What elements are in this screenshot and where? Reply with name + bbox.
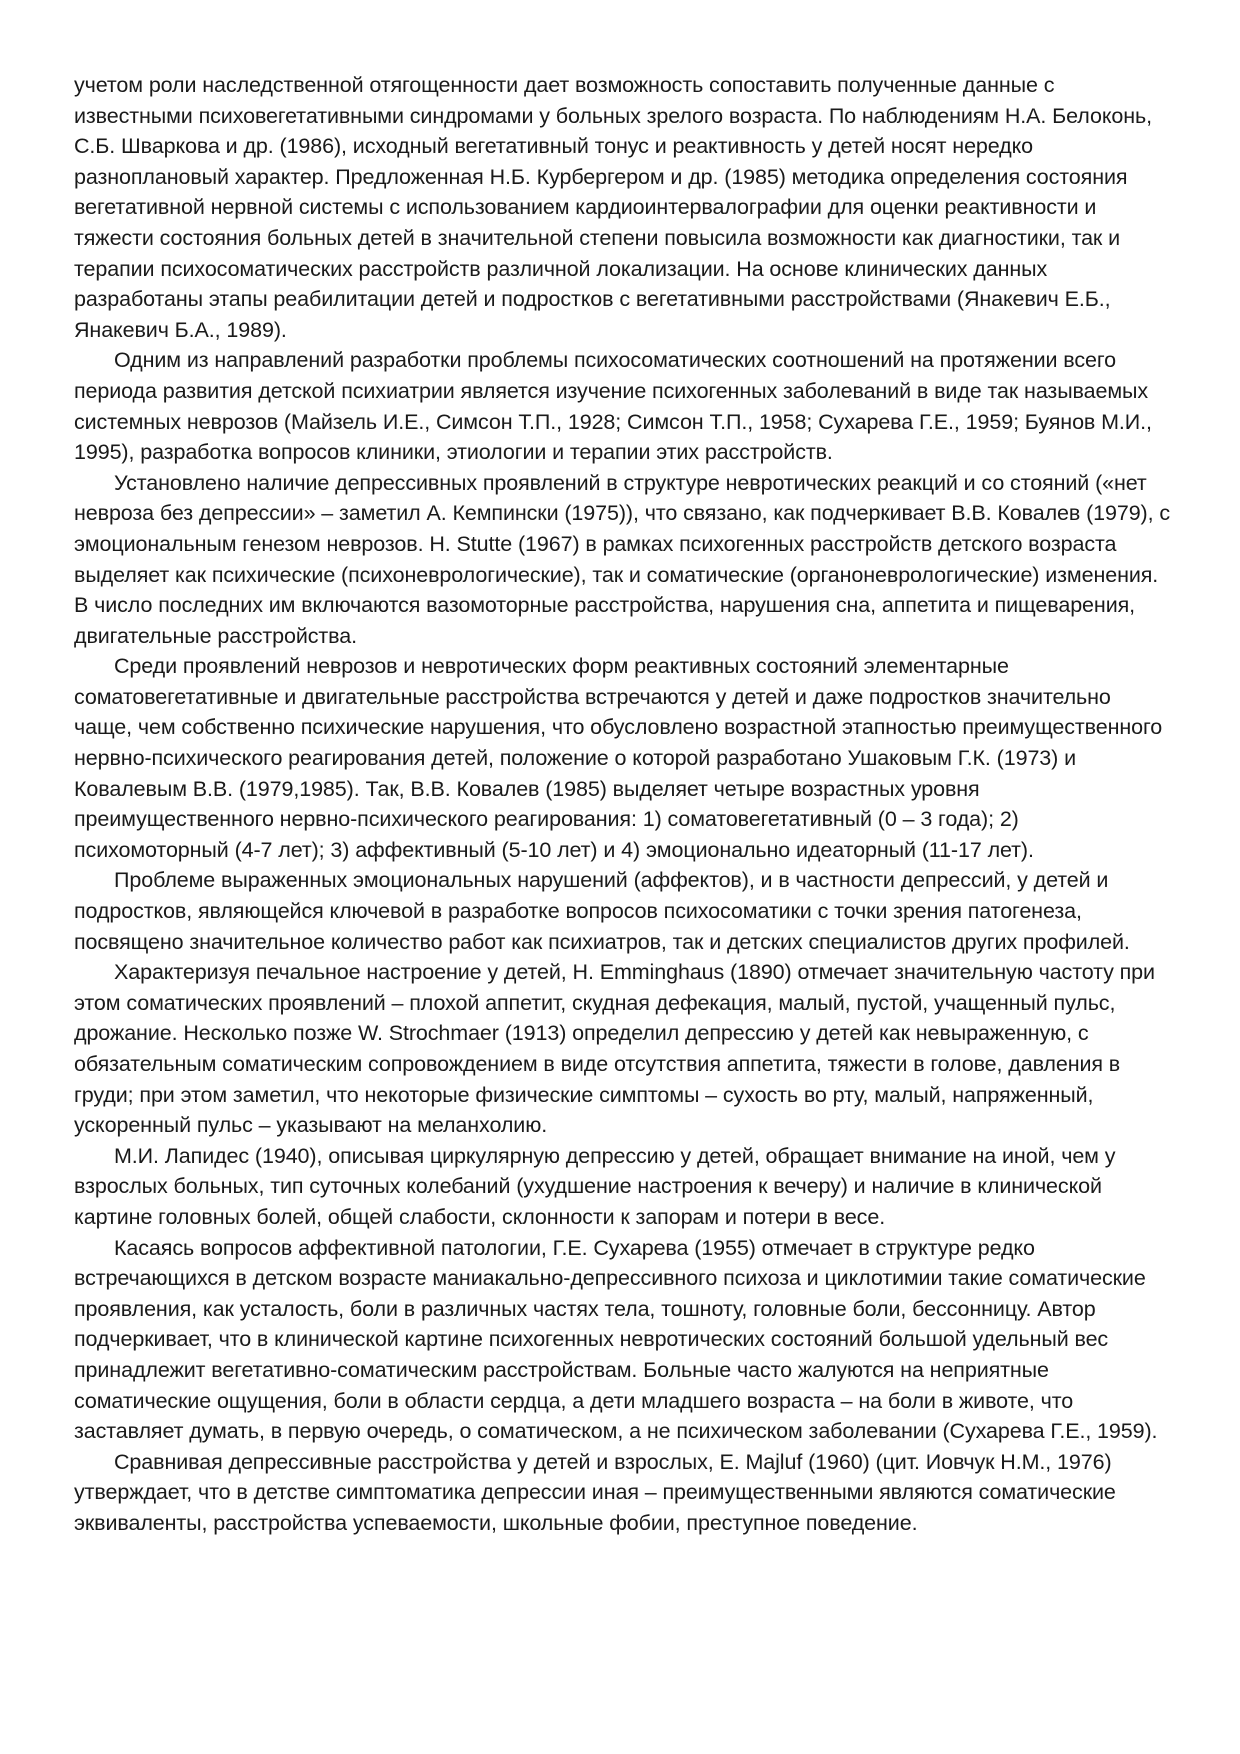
paragraph-5: Проблеме выраженных эмоциональных нарушений (аффектов), и в частности депрессий, у детей и подростков, являющейся ключевой в разработке вопросов психосоматики с точки зрения патогенеза, посвящено значительное количество работ как психиатров, так и детских специалистов других профилей. — [74, 868, 1130, 954]
paragraph-8: Касаясь вопросов аффективной патологии, Г.Е. Сухарева (1955) отмечает в структуре редко встречающихся в детском возрасте маниакально-депрессивного психоза и циклотимии такие соматические проявления, как усталость, боли в различных частях тела, тошноту, головные боли, бессонницу. Автор подчеркивает, что в клинической картине психогенных невротических состояний большой удельный вес принадлежит вегетативно-соматическим расстройствам. Больные часто жалуются на неприятные соматические ощущения, боли в области сердца, а дети младшего возраста – на боли в животе, что заставляет думать, в первую очередь, о соматическом, а не психическом заболевании (Сухарева Г.Е., 1959). — [74, 1235, 1158, 1444]
paragraph-3: Установлено наличие депрессивных проявлений в структуре невротических реакций и со стояний («нет невроза без депрессии» – заметил А. Кемпински (1975)), что связано, как подчеркивает В.В. Ковалев (1979), с эмоциональным генезом неврозов. H. Stutte (1967) в рамках психогенных расстройств детского возраста выделяет как психические (психоневрологические), так и соматические (органоневрологические) изменения. В число последних им включаются вазомоторные расстройства, нарушения сна, аппетита и пищеварения, двигательные расстройства. — [74, 470, 1171, 648]
paragraph-7: М.И. Лапидес (1940), описывая циркулярную депрессию у детей, обращает внимание на иной, чем у взрослых больных, тип суточных колебаний (ухудшение настроения к вечеру) и наличие в клинической картине головных болей, общей слабости, склонности к запорам и потери в весе. — [74, 1143, 1116, 1229]
paragraph-1: учетом роли наследственной отягощенности дает возможность сопоставить полученные данные с известными психовегетативными синдромами у больных зрелого возраста. По наблюдениям Н.А. Белоконь, С.Б. Шваркова и др. (1986), исходный вегетативный тонус и реактивность у детей носят нередко разноплановый характер. Предложенная Н.Б. Курбергером и др. (1985) методика определения состояния вегетативной нервной системы с использованием кардиоинтервалографии для оценки реактивности и тяжести состояния больных детей в значительной степени повысила возможности как диагностики, так и терапии психосоматических расстройств различной локализации. На основе клинических данных разработаны этапы реабилитации детей и подростков с вегетативными расстройствами (Янакевич Е.Б., Янакевич Б.А., 1989). — [74, 73, 1152, 342]
document-page — [74, 70, 1174, 1539]
paragraph-2: Одним из направлений разработки проблемы психосоматических соотношений на протяжении всего периода развития детской психиатрии является изучение психогенных заболеваний в виде так называемых системных неврозов (Майзель И.Е., Симсон Т.П., 1928; Симсон Т.П., 1958; Сухарева Г.Е., 1959; Буянов М.И., 1995), разработка вопросов клиники, этиологии и терапии этих расстройств. — [74, 348, 1152, 465]
paragraph-4: Среди проявлений неврозов и невротических форм реактивных состояний элементарные соматовегетативные и двигательные расстройства встречаются у детей и даже подростков значительно чаще, чем собственно психические нарушения, что обусловлено возрастной этапностью преимущественного нервно-психического реагирования детей, положение о которой разработано Ушаковым Г.К. (1973) и Ковалевым В.В. (1979,1985). Так, В.В. Ковалев (1985) выделяет четыре возрастных уровня преимущественного нервно-психического реагирования: 1) соматовегетативный (0 – 3 года); 2) психомоторный (4-7 лет); 3) аффективный (5-10 лет) и 4) эмоционально идеаторный (11-17 лет). — [74, 654, 1163, 862]
paragraph-9: Сравнивая депрессивные расстройства у детей и взрослых, E. Majluf (1960) (цит. Иовчук Н.М., 1976) утверждает, что в детстве симптоматика депрессии иная – преимущественными являются соматические эквиваленты, расстройства успеваемости, школьные фобии, преступное поведение. — [74, 1449, 1116, 1535]
paragraph-6: Характеризуя печальное настроение у детей, H. Emminghaus (1890) отмечает значительную частоту при этом соматических проявлений – плохой аппетит, скудная дефекация, малый, пустой, учащенный пульс, дрожание. Несколько позже W. Strochmaer (1913) определил депрессию у детей как невыраженную, с обязательным соматическим сопровождением в виде отсутствия аппетита, тяжести в голове, давления в груди; при этом заметил, что некоторые физические симптомы – сухость во рту, малый, напряженный, ускоренный пульс – указывают на меланхолию. — [74, 960, 1155, 1138]
